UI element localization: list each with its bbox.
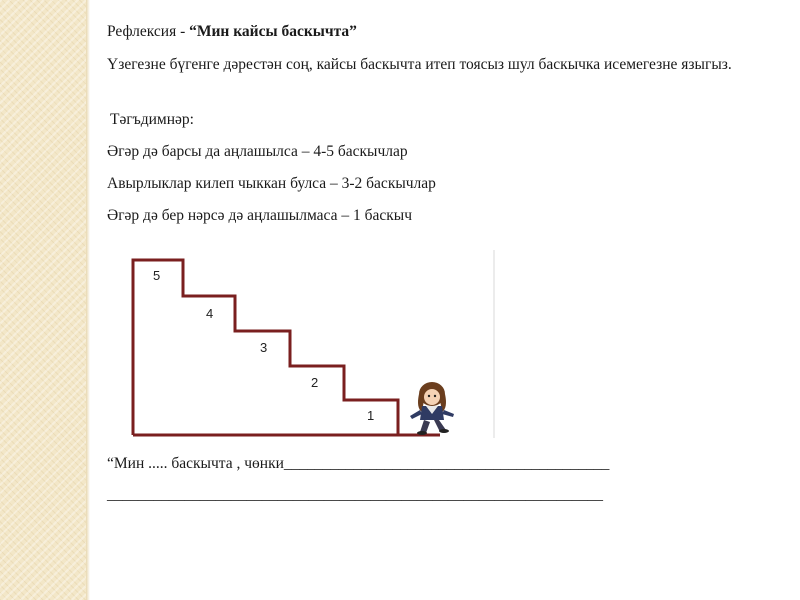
- step-label-5: 5: [153, 268, 161, 283]
- decorative-side-band: [0, 0, 86, 600]
- step-label-1: 1: [367, 408, 375, 423]
- step-label-4: 4: [206, 306, 214, 321]
- hint-item: Авырлыклар килеп чыккан булса – 3-2 баскычлар: [107, 175, 436, 192]
- answer-line-continuation: ________________________________________________________________: [107, 486, 603, 503]
- staircase-outline: [133, 260, 440, 435]
- student-figure-icon: [404, 380, 464, 436]
- hint-item: Әгәр дә барсы да аңлашылса – 4-5 баскычлар: [107, 143, 408, 160]
- slide-title: [107, 22, 357, 42]
- hint-item: Әгәр дә бер нәрсә дә аңлашылмаса – 1 баскыч: [107, 207, 412, 224]
- title-prefix: Рефлексия -: [107, 23, 190, 40]
- title-quote: “Мин кайсы баскычта”: [189, 23, 357, 40]
- side-band-edge: [86, 0, 90, 600]
- hints-heading: Тәгъдимнәр:: [110, 111, 194, 128]
- answer-line: “Мин ..... баскычта , чөнки__________________________________________: [107, 455, 610, 472]
- instruction-text: Үзегезне бүгенге дәрестән соң, кайсы баскычта итеп тоясыз шул баскычка исемегезне языгыз.: [107, 56, 732, 73]
- step-label-3: 3: [260, 340, 268, 355]
- step-label-2: 2: [311, 375, 319, 390]
